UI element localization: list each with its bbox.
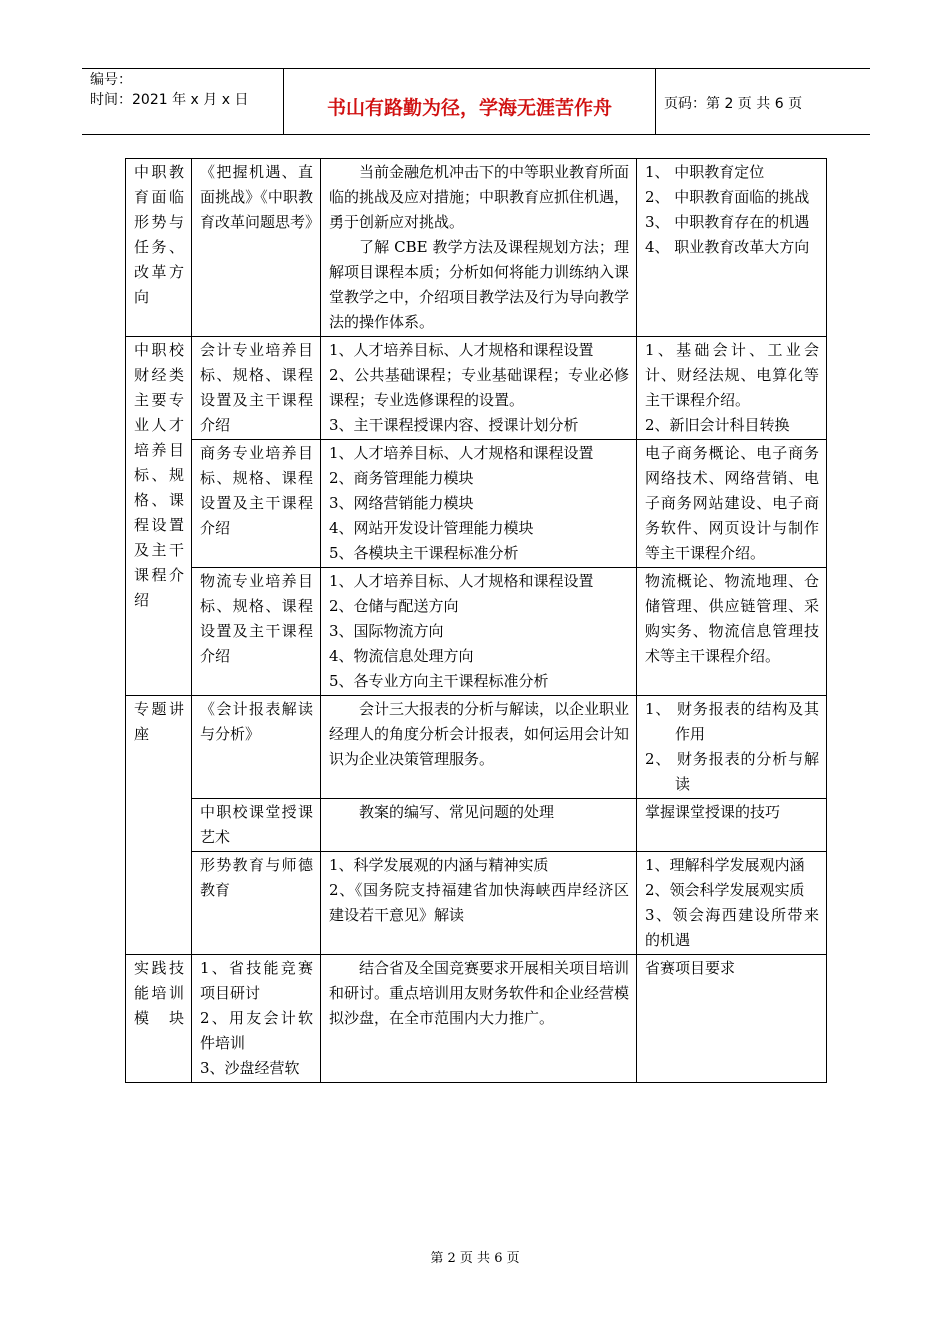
table-row xyxy=(126,852,827,955)
table-row xyxy=(126,440,827,568)
category-cell: 专题讲座 xyxy=(126,696,192,955)
goal-line: 3、领会海西建设所带来的机遇 xyxy=(645,906,819,949)
header-page-label: 页码：第 2 页 共 6 页 xyxy=(664,96,803,112)
goal-line: 2、领会科学发展观实质 xyxy=(645,881,805,899)
curriculum-table xyxy=(125,158,827,1083)
goal-line: 2、 中职教育面临的挑战 xyxy=(645,188,810,206)
content-cell xyxy=(321,799,637,852)
content-line: 当前金融危机冲击下的中等职业教育所面临的挑战及应对措施；中职教育应抓住机遇，勇于创新应对挑战。 xyxy=(329,163,630,231)
content-cell xyxy=(321,568,637,696)
goal-line: 1、基础会计、工业会计、财经法规、电算化等主干课程介绍。 xyxy=(645,341,819,409)
topic-line: 2、用友会计软件培训 xyxy=(200,1009,313,1052)
date-label: 时间：2021 年 x 月 x 日 xyxy=(90,92,249,108)
topic-cell: 中职校课堂授课艺术 xyxy=(192,799,321,852)
content-line: 3、主干课程授课内容、授课计划分析 xyxy=(329,416,579,434)
content-line: 5、各专业方向主干课程标准分析 xyxy=(329,672,549,690)
table-row xyxy=(126,696,827,799)
header-bottom-rule xyxy=(82,134,870,135)
topic-cell: 《把握机遇、直面挑战》《中职教育改革问题思考》 xyxy=(192,159,321,337)
goal-line: 电子商务概论、电子商务网络技术、网络营销、电子商务网站建设、电子商务软件、网页设计与制作等主干课程介绍。 xyxy=(645,444,819,562)
content-line: 1、人才培养目标、人才规格和课程设置 xyxy=(329,341,594,359)
goals-cell xyxy=(637,440,827,568)
content-cell xyxy=(321,955,637,1083)
content-line: 1、科学发展观的内涵与精神实质 xyxy=(329,856,549,874)
content-cell xyxy=(321,696,637,799)
goals-cell xyxy=(637,159,827,337)
header-divider-right xyxy=(655,68,656,135)
content-cell xyxy=(321,337,637,440)
serial-label: 编号： xyxy=(90,72,132,88)
topic-cell: 《会计报表解读与分析》 xyxy=(192,696,321,799)
content-line: 4、物流信息处理方向 xyxy=(329,647,474,665)
goal-line: 3、 中职教育存在的机遇 xyxy=(645,213,810,231)
goal-line: 1、 财务报表的结构及其作用 xyxy=(645,700,819,743)
content-line: 1、人才培养目标、人才规格和课程设置 xyxy=(329,572,594,590)
topic-cell xyxy=(192,955,321,1083)
content-line: 5、各模块主干课程标准分析 xyxy=(329,544,519,562)
content-line: 1、人才培养目标、人才规格和课程设置 xyxy=(329,444,594,462)
topic-cell: 会计专业培养目标、规格、课程设置及主干课程介绍 xyxy=(192,337,321,440)
topic-line: 1、省技能竞赛项目研讨 xyxy=(200,959,313,1002)
goal-line: 掌握课堂授课的技巧 xyxy=(645,803,781,821)
content-cell xyxy=(321,852,637,955)
topic-cell: 形势教育与师德教育 xyxy=(192,852,321,955)
content-line: 4、网站开发设计管理能力模块 xyxy=(329,519,534,537)
topic-line: 3、沙盘经营软 xyxy=(200,1059,300,1077)
category-cell: 中职教育面临形势与任务、改革方向 xyxy=(126,159,192,337)
goals-cell xyxy=(637,955,827,1083)
goals-cell xyxy=(637,337,827,440)
topic-cell: 商务专业培养目标、规格、课程设置及主干课程介绍 xyxy=(192,440,321,568)
goal-line: 4、 职业教育改革大方向 xyxy=(645,238,810,256)
goals-cell xyxy=(637,568,827,696)
table-row xyxy=(126,337,827,440)
content-cell xyxy=(321,159,637,337)
goal-line: 1、理解科学发展观内涵 xyxy=(645,856,805,874)
content-line: 3、国际物流方向 xyxy=(329,622,444,640)
goal-line: 物流概论、物流地理、仓储管理、供应链管理、采购实务、物流信息管理技术等主干课程介绍。 xyxy=(645,572,819,665)
content-line: 2、公共基础课程；专业基础课程；专业必修课程；专业选修课程的设置。 xyxy=(329,366,629,409)
content-line: 2、《国务院支持福建省加快海峡西岸经济区建设若干意见》解读 xyxy=(329,881,629,924)
header-top-rule xyxy=(82,68,870,69)
content-line: 结合省及全国竞赛要求开展相关项目培训和研讨。重点培训用友财务软件和企业经营模拟沙盘，在全市范围内大力推广。 xyxy=(329,959,630,1027)
header-left-block xyxy=(90,70,248,110)
table-row xyxy=(126,568,827,696)
content-line: 教案的编写、常见问题的处理 xyxy=(359,803,555,821)
page-footer: 第 2 页 共 6 页 xyxy=(430,1251,520,1266)
content-line: 2、商务管理能力模块 xyxy=(329,469,474,487)
goal-line: 2、 财务报表的分析与解读 xyxy=(645,750,819,793)
goal-line: 2、新旧会计科目转换 xyxy=(645,416,790,434)
content-line: 了解 CBE 教学方法及课程规划方法；理解项目课程本质；分析如何将能力训练纳入课堂教学之中，介绍项目教学法及行为导向教学法的操作体系。 xyxy=(329,238,630,331)
goals-cell xyxy=(637,696,827,799)
content-line: 2、仓储与配送方向 xyxy=(329,597,459,615)
table-row xyxy=(126,159,827,337)
goal-line: 省赛项目要求 xyxy=(645,959,736,977)
table-row xyxy=(126,799,827,852)
header-motto: 书山有路勤为径，学海无涯苦作舟 xyxy=(326,97,612,119)
content-line: 会计三大报表的分析与解读，以企业职业经理人的角度分析会计报表，如何运用会计知识为企业决策管理服务。 xyxy=(329,700,630,768)
content-line: 3、网络营销能力模块 xyxy=(329,494,474,512)
goals-cell xyxy=(637,852,827,955)
goal-line: 1、 中职教育定位 xyxy=(645,163,765,181)
goals-cell xyxy=(637,799,827,852)
category-cell: 实践技能培训模块 xyxy=(126,955,192,1083)
category-cell: 中职校财经类主要专业人才培养目标、规格、课程设置及主干课程介绍 xyxy=(126,337,192,696)
table-row xyxy=(126,955,827,1083)
topic-cell: 物流专业培养目标、规格、课程设置及主干课程介绍 xyxy=(192,568,321,696)
content-cell xyxy=(321,440,637,568)
